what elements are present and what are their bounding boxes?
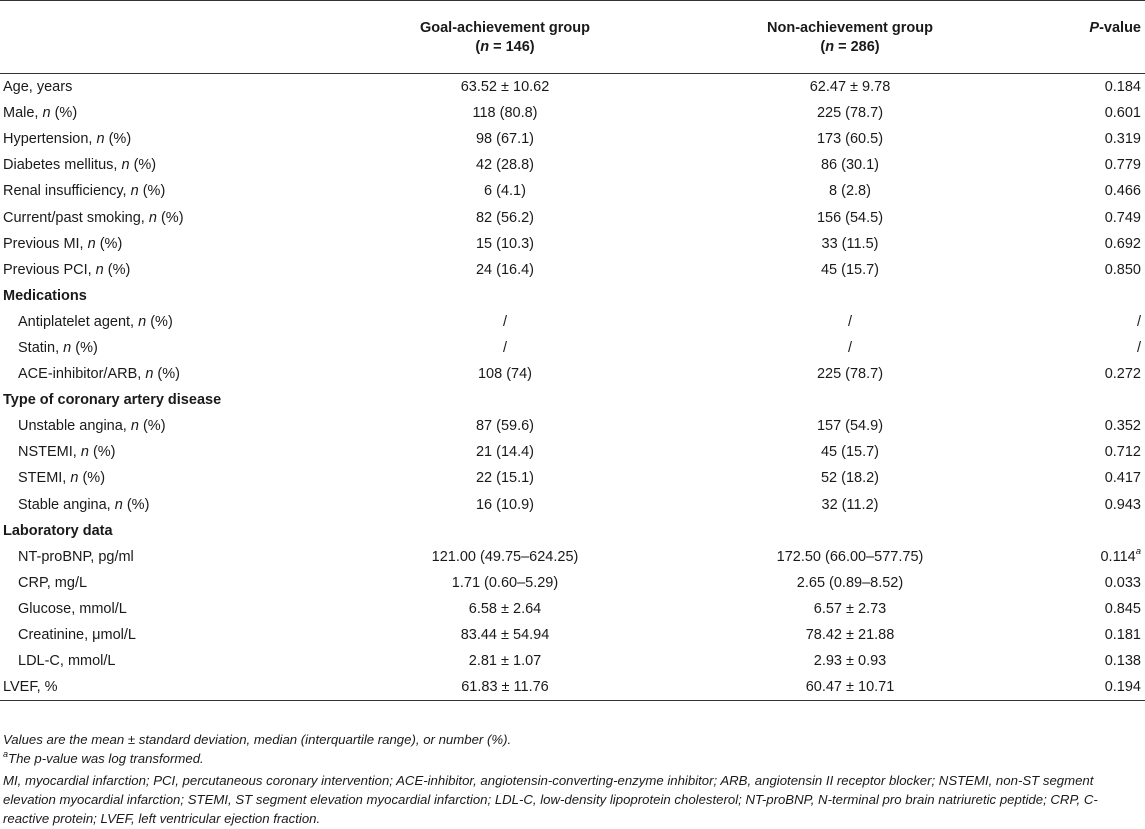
header-variable: [0, 1, 355, 37]
table-row: NSTEMI, n (%) 21 (14.4) 45 (15.7) 0.712: [18, 444, 1141, 461]
header-non-group: Non-achievement group: [655, 1, 1045, 37]
header-row: [0, 1, 1145, 37]
table-row: CRP, mg/L 1.71 (0.60–5.29) 2.65 (0.89–8.52) 0.033: [18, 574, 1141, 591]
table-row: Age, years 63.52 ± 10.62 62.47 ± 9.78 0.184: [3, 79, 1141, 96]
header-p-value: P-value: [1045, 1, 1145, 37]
values-note: Values are the mean ± standard deviation, median (interquartile range), or number (%).: [3, 732, 512, 747]
table-row: ACE-inhibitor/ARB, n (%) 108 (74) 225 (78.7) 0.272: [18, 366, 1141, 383]
table-row: Creatinine, μmol/L 83.44 ± 54.94 78.42 ± 21.88 0.181: [18, 627, 1141, 644]
table-row: LDL-C, mmol/L 2.81 ± 1.07 2.93 ± 0.93 0.138: [18, 653, 1141, 670]
table-row: Hypertension, n (%) 98 (67.1) 173 (60.5) 0.319: [3, 131, 1141, 148]
table-row: Previous PCI, n (%) 24 (16.4) 45 (15.7) 0.850: [3, 261, 1141, 278]
section-cad-type: Type of coronary artery disease: [3, 392, 222, 409]
table-row: Diabetes mellitus, n (%) 42 (28.8) 86 (30.1) 0.779: [3, 157, 1141, 174]
table-row: Stable angina, n (%) 16 (10.9) 32 (11.2) 0.943: [18, 496, 1141, 513]
table-row: STEMI, n (%) 22 (15.1) 52 (18.2) 0.417: [18, 470, 1141, 487]
footnote-marker: a: [1135, 545, 1141, 557]
table-row: Previous MI, n (%) 15 (10.3) 33 (11.5) 0.692: [3, 235, 1141, 252]
table-row: Current/past smoking, n (%) 82 (56.2) 156 (54.5) 0.749: [3, 209, 1141, 226]
section-medications: Medications: [3, 287, 87, 304]
table-footnotes: [3, 730, 1143, 828]
header-goal-group: Goal-achievement group: [355, 1, 655, 37]
section-laboratory-data: Laboratory data: [3, 522, 113, 539]
table-row: Renal insufficiency, n (%) 6 (4.1) 8 (2.8) 0.466: [3, 183, 1141, 200]
header-goal-n: (n = 146): [355, 36, 655, 74]
table-row: LVEF, % 61.83 ± 11.76 60.47 ± 10.71 0.194: [0, 674, 1145, 701]
header-n-row: [0, 36, 1145, 74]
table-row: Glucose, mmol/L 6.58 ± 2.64 6.57 ± 2.73 0.845: [18, 600, 1141, 617]
table-row: Unstable angina, n (%) 87 (59.6) 157 (54.9) 0.352: [18, 418, 1141, 435]
table-row: NT-proBNP, pg/ml 121.00 (49.75–624.25) 172.50 (66.00–577.75) 0.114$^a$: [18, 545, 1141, 565]
header-non-n: (n = 286): [655, 36, 1045, 74]
table-row: Statin, n (%) / / /: [18, 339, 1141, 356]
abbreviations-note: MI, myocardial infarction; PCI, percutaneous coronary intervention; ACE-inhibitor, angiotensin-converting-enzyme inhibitor; ARB, angiotensin II receptor blocker; NSTEMI, non-ST segment elevation myocardial infarction; STEMI, ST segment elevation myocardial infarction; LDL-C, low-density lipoprotein cholesterol; NT-proBNP, N-terminal pro brain natriuretic peptide; CRP, C-reactive protein; LVEF, left ventricular ejection fraction.: [3, 773, 1098, 826]
table-row: Antiplatelet agent, n (%) / / /: [18, 313, 1141, 330]
footnote-a: $^a$The p-value was log transformed.: [3, 748, 204, 766]
table-row: Male, n (%) 118 (80.8) 225 (78.7) 0.601: [3, 105, 1141, 122]
